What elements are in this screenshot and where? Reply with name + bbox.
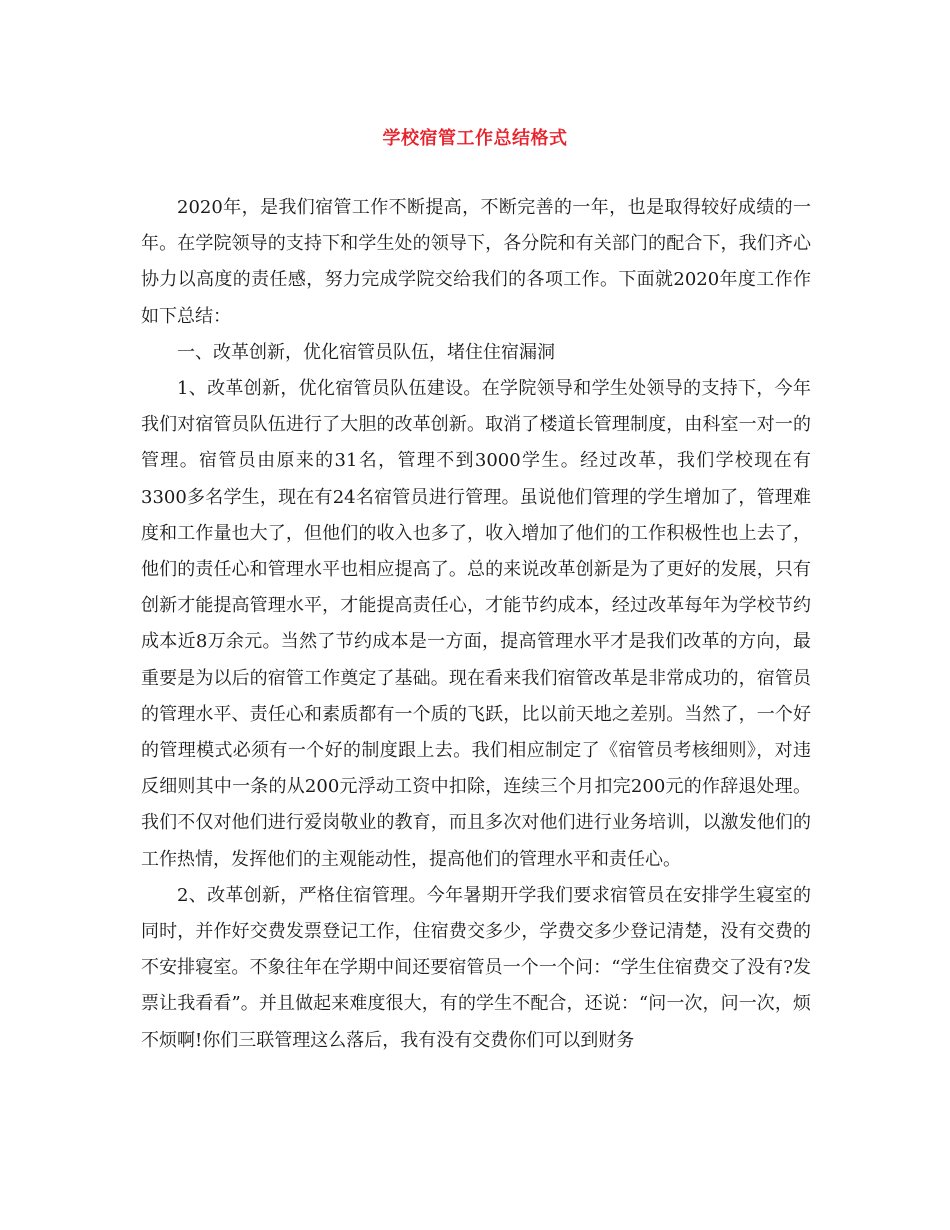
paragraph-item-1: 1、改革创新，优化宿管员队伍建设。在学院领导和学生处领导的支持下，今年我们对宿管员队伍进行了大胆的改革创新。取消了楼道长管理制度，由科室一对一的管理。宿管员由原来的31名，管理不到3000学生。经过改革，我们学校现在有3300多名学生，现在有24名宿管员进行管理。虽说他们管理的学生增加了，管理难度和工作量也大了，但他们的收入也多了，收入增加了他们的工作积极性也上去了，他们的责任心和管理水平也相应提高了。总的来说改革创新是为了更好的发展，只有创新才能提高管理水平，才能提高责任心，才能节约成本，经过改革每年为学校节约成本近8万余元。当然了节约成本是一方面，提高管理水平才是我们改革的方向，最重要是为以后的宿管工作奠定了基础。现在看来我们宿管改革是非常成功的，宿管员的管理水平、责任心和素质都有一个质的飞跃，比以前天地之差别。当然了，一个好的管理模式必须有一个好的制度跟上去。我们相应制定了《宿管员考核细则》，对违反细则其中一条的从200元浮动工资中扣除，连续三个月扣完200元的作辞退处理。我们不仅对他们进行爱岗敬业的教育，而且多次对他们进行业务培训，以激发他们的工作热情，发挥他们的主观能动性，提高他们的管理水平和责任心。 bbox=[141, 378, 811, 870]
section-heading-1: 一、改革创新，优化宿管员队伍，堵住住宿漏洞 bbox=[177, 341, 555, 363]
paragraph-item-2: 2、改革创新，严格住宿管理。今年暑期开学我们要求宿管员在安排学生寝室的同时，并作好交费发票登记工作，住宿费交多少，学费交多少登记清楚，没有交费的不安排寝室。不象往年在学期中间还要宿管员一个一个问：“学生住宿费交了没有?发票让我看看”。并且做起来难度很大，有的学生不配合，还说：“问一次，问一次，烦不烦啊!你们三联管理这么落后，我有没有交费你们可以到财务 bbox=[141, 884, 811, 1051]
document-body bbox=[141, 190, 811, 1059]
paragraph-intro: 2020年，是我们宿管工作不断提高，不断完善的一年，也是取得较好成绩的一年。在学院领导的支持下和学生处的领导下，各分院和有关部门的配合下，我们齐心协力以高度的责任感，努力完成学院交给我们的各项工作。下面就2020年度工作作如下总结： bbox=[141, 197, 811, 327]
document-title: 学校宿管工作总结格式 bbox=[382, 128, 568, 149]
